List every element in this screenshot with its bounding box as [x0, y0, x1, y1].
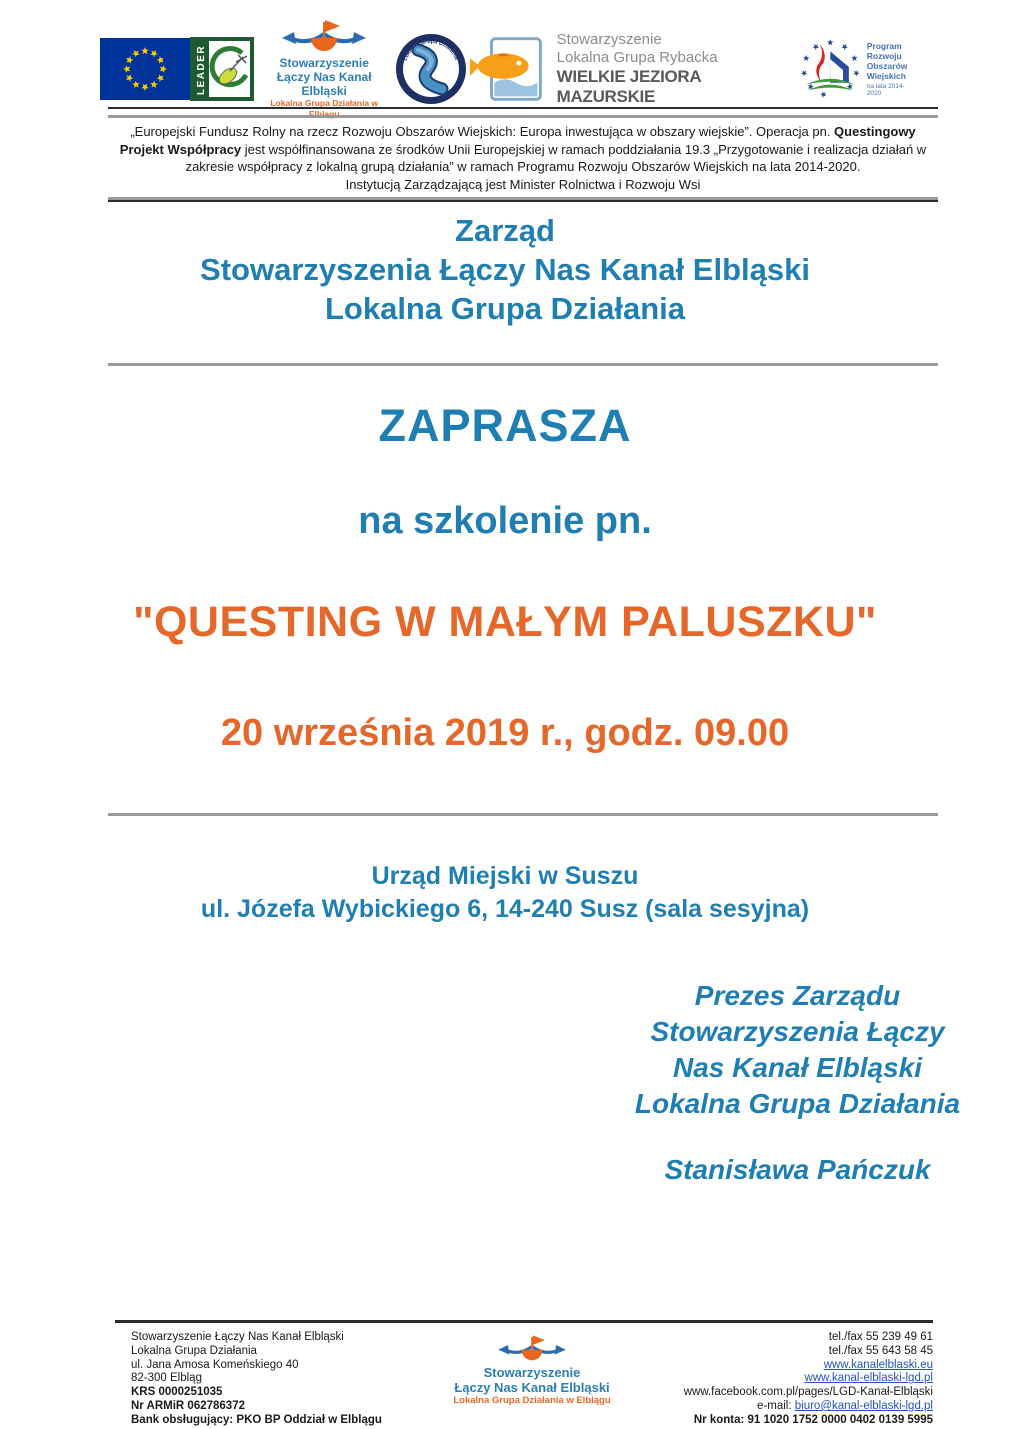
signature-title-line3: Nas Kanał Elbląski [672, 1052, 922, 1083]
disclaimer-managing-authority: Instytucją Zarządzającą jest Minister Rolnictwa i Rozwoju Wsi [345, 176, 701, 192]
heading-line1: Zarząd [455, 213, 555, 248]
boat-icon [495, 1333, 569, 1365]
kanal-elblaski-logo-line1: Stowarzyszenie [279, 56, 369, 70]
header-logo-row [100, 24, 918, 119]
kanal-elblaski-logo-line3: Lokalna Grupa Działania w Elblągu [270, 98, 379, 119]
footer-phone2: tel./fax 55 643 58 45 [828, 1344, 933, 1357]
footer-logo [431, 1331, 633, 1428]
footer-address-block [115, 1331, 431, 1428]
kanal-elblaski-logo-line2: Łączy Nas Kanał Elbląski [276, 70, 372, 98]
footer-logo-line3: Lokalna Grupa Działania w Elblągu [453, 1395, 611, 1406]
lgd-circle-arc-text: Lokalna Grupa Działania [402, 38, 460, 62]
signature-block [595, 978, 1000, 1188]
footer-bank: Bank obsługujący: PKO BP Oddział w Elblągu [131, 1413, 382, 1426]
footer-logo-line2: Łączy Nas Kanał Elbląski [454, 1380, 610, 1395]
training-subtitle: na szkolenie pn. [358, 500, 652, 542]
lgr-line1: Stowarzyszenie [556, 31, 662, 48]
eu-flag-icon [100, 38, 190, 100]
lgr-line2: Lokalna Grupa Rybacka [556, 49, 718, 66]
signature-title-line1: Prezes Zarządu [694, 980, 901, 1011]
footer-phone1: tel./fax 55 239 49 61 [828, 1331, 933, 1343]
signature-title-line2: Stowarzyszenia Łączy [650, 1016, 945, 1047]
venue-name: Urząd Miejski w Suszu [371, 862, 639, 890]
section-divider [108, 813, 938, 816]
lgr-wjm-logo [468, 31, 798, 107]
prow-line1: Program [866, 41, 902, 51]
footer-website-link1[interactable]: www.kanalelblaski.eu [823, 1358, 933, 1371]
kanal-elblaski-logo [254, 18, 394, 120]
leader-label: LEADER [196, 44, 207, 95]
fish-icon [468, 36, 546, 102]
footer-contact-block [633, 1331, 933, 1428]
footer-email-link[interactable]: biuro@kanal-elblaski-lgd.pl [794, 1399, 933, 1412]
footer-email-line: e-mail: biuro@kanal-elblaski-lgd.pl [757, 1399, 933, 1412]
signature-title-line4: Lokalna Grupa Działania [634, 1088, 961, 1119]
organizer-heading [0, 211, 1010, 328]
footer-facebook: www.facebook.com.pl/pages/LGD-Kanał-Elbląski [683, 1386, 933, 1399]
funding-disclaimer [108, 107, 938, 202]
footer-city: 82-300 Elbląg [131, 1372, 202, 1385]
section-divider [108, 363, 938, 366]
venue-address: ul. Józefa Wybickiego 6, 14-240 Susz (sala sesyjna) [200, 895, 810, 923]
footer-krs: KRS 0000251035 [131, 1386, 223, 1399]
lgr-line3: WIELKIE JEZIORA MAZURSKIE [556, 67, 701, 106]
footer-street: ul. Jana Amosa Komeńskiego 40 [131, 1358, 299, 1371]
lgd-circular-logo-icon [394, 32, 468, 106]
footer-org-line1: Stowarzyszenie Łączy Nas Kanał Elbląski [131, 1331, 344, 1343]
prow-line2: Rozwoju [866, 51, 902, 61]
prow-line3: Obszarów [866, 61, 908, 71]
heading-line3: Lokalna Grupa Działania [324, 291, 686, 326]
prow-2014-2020-logo [798, 33, 918, 105]
footer-org-line2: Lokalna Grupa Działania [131, 1344, 257, 1357]
disclaimer-project-name: Questingowy Projekt Współpracy [119, 124, 916, 157]
training-title: "QUESTING W MAŁYM PALUSZKU" [133, 598, 877, 646]
invites-text: ZAPRASZA [378, 400, 632, 451]
leader-logo-icon [190, 37, 254, 101]
prow-emblem-icon [798, 33, 863, 105]
footer-armir: Nr ARMiR 062786372 [131, 1399, 245, 1412]
footer-website-link2[interactable]: www.kanal-elblaski-lgd.pl [804, 1372, 933, 1385]
training-datetime: 20 września 2019 r., godz. 09.00 [220, 712, 790, 754]
disclaimer-paragraph: „Europejski Fundusz Rolny na rzecz Rozwoju Obszarów Wiejskich: Europa inwestująca w obszary wiejskie”. Operacja pn. Questingowy Projekt Współpracy jest współfinansowana ze środków Unii Europejskiej w ramach poddziałania 19.3 „Przygotowanie i realizacja działań w zakresie współpracy z lokalną grupą działania” w ramach Programu Rozwoju Obszarów Wiejskich na lata 2014-2020. [119, 124, 927, 174]
divider-dark-top [108, 107, 938, 109]
prow-years: na lata 2014-2020 [866, 83, 905, 97]
footer [115, 1320, 933, 1428]
divider-dark-bottom [108, 200, 938, 202]
boat-icon [278, 18, 370, 56]
footer-bank-account: Nr konta: 91 1020 1752 0000 0402 0139 5995 [693, 1413, 933, 1426]
prow-line4: Wiejskich [866, 71, 906, 81]
heading-line2: Stowarzyszenia Łączy Nas Kanał Elbląski [200, 252, 810, 287]
signature-name: Stanisława Pańczuk [664, 1154, 931, 1185]
venue-block [0, 860, 1010, 926]
footer-logo-line1: Stowarzyszenie [483, 1365, 581, 1380]
